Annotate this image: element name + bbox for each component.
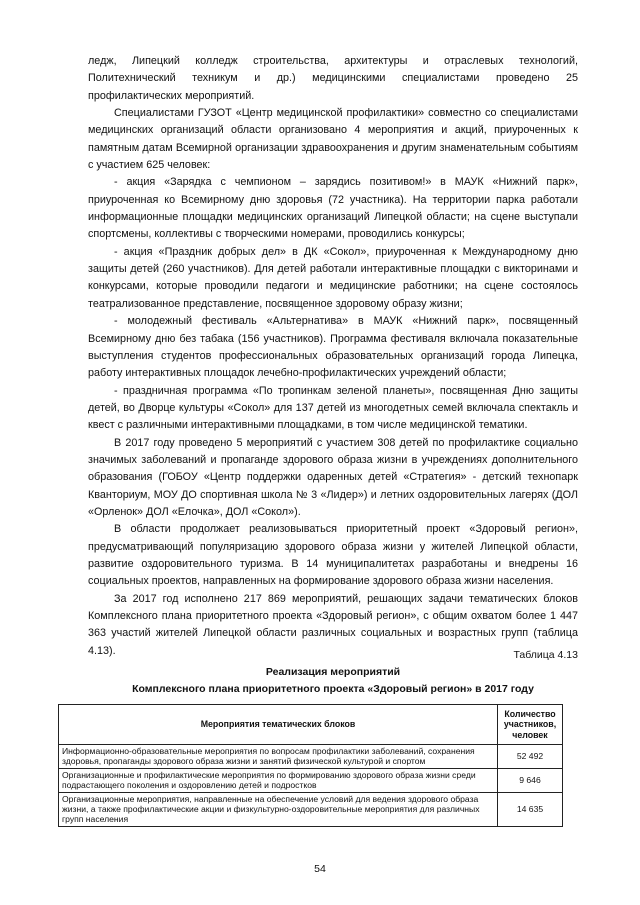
table-title-line-2: Комплексного плана приоритетного проекта «Здоровый регион» в 2017 году — [132, 683, 534, 695]
paragraph-5: - молодежный фестиваль «Альтернатива» в МАУК «Нижний парк», посвященный Всемирному дню без табака (156 участников). Программа фестиваля включала показательные выступления студентов профессиональных образовательных организаций города Липецка, работу интерактивных площадок лечебно-профилактических учреждений области; — [88, 315, 578, 380]
table-row — [59, 792, 563, 826]
paragraph-4: - акция «Праздник добрых дел» в ДК «Сокол», приуроченная к Международному дню защиты детей (260 участников). Для детей работали интерактивные площадки с викторинами и конкурсами, которые проводили педагоги и медицинские работники; на сцене состоялось театрализованное представление, посвященное здоровому образу жизни; — [88, 245, 578, 310]
row-activity: Организационные и профилактические мероприятия по формированию здорового образа жизни среди подрастающего поколения и оздоровлению детей и подростков — [59, 768, 498, 792]
table-title — [88, 664, 578, 698]
table-title-line-1: Реализация мероприятий — [265, 666, 401, 678]
paragraph-9: За 2017 год исполнено 217 869 мероприятий, решающих задачи тематических блоков Комплексного плана приоритетного проекта «Здоровый регион», с общим охватом более 1 447 363 участий жителей Липецкой области различных социальных и возрастных групп (таблица 4.13). — [88, 592, 578, 657]
table-reference: Таблица 4.13 — [513, 649, 578, 661]
paragraph-6: - праздничная программа «По тропинкам зеленой планеты», посвященная Дню защиты детей, во Дворце культуры «Сокол» для 137 детей из многодетных семей включала спектакль и квест с различными интерактивными площадками, в том числе медицинской тематики. — [88, 384, 578, 432]
paragraph-7: В 2017 году проведено 5 мероприятий с участием 308 детей по профилактике социально значимых заболеваний и пропаганде здорового образа жизни в учреждениях дополнительного образования (ГОБОУ «Центр поддержки одаренных детей «Стратегия» - детский технопарк Кванториум, МОУ ДО спортивная школа № 3 «Лидер») и летних оздоровительных лагерях (ДОЛ «Орленок» ДОЛ «Елочка», ДОЛ «Сокол»). — [88, 436, 578, 518]
row-count: 9 646 — [498, 768, 563, 792]
row-count: 52 492 — [498, 745, 563, 769]
paragraph-3: - акция «Зарядка с чемпионом – зарядись позитивом!» в МАУК «Нижний парк», приуроченная ко Всемирному дню здоровья (72 участника). На территории парка работали информационные площадки медицинских организаций Липецкой области; на сцене выступали спортсмены, коллективы с творческими номерами, проводились конкурсы; — [88, 176, 578, 241]
row-count: 14 635 — [498, 792, 563, 826]
header-activities: Мероприятия тематических блоков — [59, 705, 498, 745]
body-text — [88, 53, 578, 660]
table-header-row — [59, 705, 563, 745]
paragraph-1: ледж, Липецкий колледж строительства, архитектуры и отраслевых технологий, Политехнический техникум и др.) медицинскими специалистами проведено 25 профилактических мероприятий. — [88, 55, 578, 102]
table-row — [59, 768, 563, 792]
paragraph-8: В области продолжает реализовываться приоритетный проект «Здоровый регион», предусматривающий популяризацию здорового образа жизни у жителей Липецкой области, развитие оздоровительного туризма. В 14 муниципалитетах разработаны и внедрены 16 социальных проектов, направленных на формирование здорового образа жизни населения. — [88, 523, 578, 588]
header-participants: Количество участников, человек — [498, 705, 563, 745]
row-activity: Организационные мероприятия, направленные на обеспечение условий для ведения здорового образа жизни, а также профилактические акции и физкультурно-оздоровительные мероприятия для различных групп населения — [59, 792, 498, 826]
page-number: 54 — [314, 863, 326, 875]
paragraph-2: Специалистами ГУЗОТ «Центр медицинской профилактики» совместно со специалистами медицинских организаций области организовано 4 мероприятия и акций, приуроченных к памятным датам Всемирной организации здравоохранения и другим знаменательным событиям с участием 625 человек: — [88, 107, 578, 172]
activities-table — [58, 704, 563, 827]
row-activity: Информационно-образовательные мероприятия по вопросам профилактики заболеваний, сохранения здоровья, пропаганды здорового образа жизни и занятий физической культурой и спортом — [59, 745, 498, 769]
table-row — [59, 745, 563, 769]
